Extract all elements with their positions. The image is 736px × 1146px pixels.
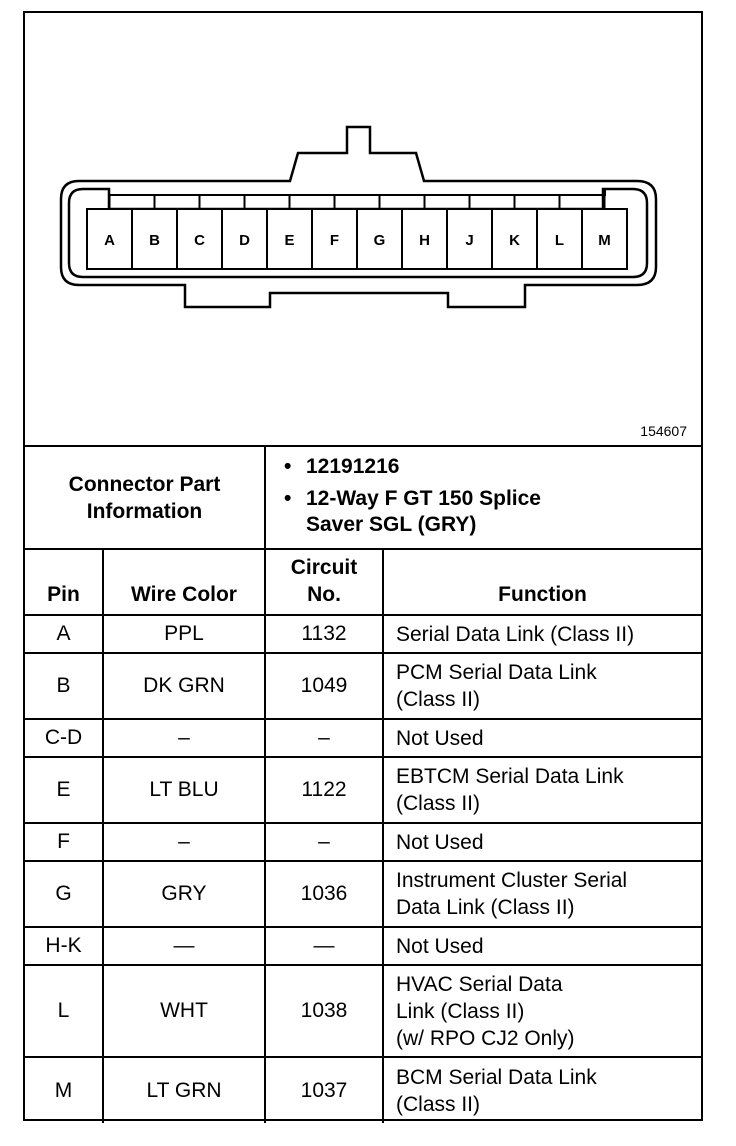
connector-sheet bbox=[23, 11, 703, 1121]
wire-color-cell: – bbox=[103, 719, 265, 757]
pin-cell: B bbox=[25, 653, 103, 719]
circuit-cell: 1049 bbox=[265, 653, 383, 719]
function-line: (Class II) bbox=[396, 1092, 480, 1116]
col-header-pin: Pin bbox=[25, 549, 103, 615]
circuit-cell: 1132 bbox=[265, 615, 383, 653]
function-line: Not Used bbox=[396, 934, 484, 958]
table-row bbox=[25, 653, 701, 719]
circuit-cell: 1038 bbox=[265, 965, 383, 1057]
part-info-label-line1: Connector Part bbox=[68, 472, 221, 496]
pin-label-f: F bbox=[329, 232, 340, 249]
circuit-cell: 1036 bbox=[265, 861, 383, 927]
part-info-details bbox=[265, 446, 701, 549]
col-header-wire-color: Wire Color bbox=[103, 549, 265, 615]
connector-tab-ticks bbox=[110, 195, 605, 209]
circuit-cell: – bbox=[265, 823, 383, 861]
pin-label-d: D bbox=[239, 232, 250, 249]
function-line: (Class II) bbox=[396, 688, 480, 711]
wire-color-cell: DK GRN bbox=[103, 653, 265, 719]
connector-pins bbox=[87, 209, 627, 269]
wire-color-cell: LT GRN bbox=[103, 1057, 265, 1123]
function-cell bbox=[383, 757, 701, 823]
part-description-line2: Saver SGL (GRY) bbox=[306, 513, 477, 536]
function-line: (Class II) bbox=[396, 792, 480, 815]
wire-color-cell: LT BLU bbox=[103, 757, 265, 823]
col-header-circuit bbox=[265, 549, 383, 615]
wire-color-cell: – bbox=[103, 823, 265, 861]
pin-cell: A bbox=[25, 615, 103, 653]
circuit-cell: 1122 bbox=[265, 757, 383, 823]
function-line: Data Link (Class II) bbox=[396, 896, 575, 919]
part-info-row bbox=[25, 446, 701, 549]
table-row bbox=[25, 719, 701, 757]
pinout-table bbox=[25, 445, 701, 1123]
column-header-row bbox=[25, 549, 701, 615]
pin-cell: M bbox=[25, 1057, 103, 1123]
col-header-function: Function bbox=[383, 549, 701, 615]
function-cell bbox=[383, 861, 701, 927]
pin-label-c: C bbox=[194, 232, 205, 249]
pin-label-g: G bbox=[373, 232, 386, 249]
pin-label-h: H bbox=[419, 232, 430, 249]
function-line: Serial Data Link (Class II) bbox=[396, 622, 635, 646]
function-cell bbox=[383, 927, 701, 965]
figure-id: 154607 bbox=[640, 423, 687, 439]
function-line: PCM Serial Data Link bbox=[396, 661, 597, 684]
wire-color-cell: — bbox=[103, 927, 265, 965]
function-cell bbox=[383, 1057, 701, 1123]
pin-cell: C-D bbox=[25, 719, 103, 757]
pin-label-m: M bbox=[598, 232, 611, 249]
connector-diagram bbox=[25, 13, 701, 445]
part-number: • 12191216 bbox=[306, 454, 701, 480]
col-header-circuit-line1: Circuit bbox=[290, 556, 358, 579]
pin-label-a: A bbox=[104, 232, 115, 249]
circuit-cell: — bbox=[265, 927, 383, 965]
function-cell bbox=[383, 823, 701, 861]
function-line: HVAC Serial Data bbox=[396, 972, 563, 996]
table-row bbox=[25, 1057, 701, 1123]
function-line: BCM Serial Data Link bbox=[396, 1065, 597, 1089]
pin-cell: L bbox=[25, 965, 103, 1057]
table-row bbox=[25, 861, 701, 927]
table-row bbox=[25, 823, 701, 861]
pin-cell: H-K bbox=[25, 927, 103, 965]
table-row bbox=[25, 757, 701, 823]
circuit-cell: – bbox=[265, 719, 383, 757]
pin-cell: G bbox=[25, 861, 103, 927]
table-row bbox=[25, 965, 701, 1057]
function-line: Link (Class II) bbox=[396, 999, 525, 1023]
function-line: EBTCM Serial Data Link bbox=[396, 765, 624, 788]
function-line: (w/ RPO CJ2 Only) bbox=[396, 1026, 575, 1050]
pin-label-e: E bbox=[284, 232, 295, 249]
col-header-circuit-line2: No. bbox=[307, 583, 341, 606]
wire-color-cell: PPL bbox=[103, 615, 265, 653]
part-info-label bbox=[25, 446, 265, 549]
table-row bbox=[25, 615, 701, 653]
pin-label-k: K bbox=[509, 232, 520, 249]
wire-color-cell: WHT bbox=[103, 965, 265, 1057]
function-cell bbox=[383, 965, 701, 1057]
function-cell bbox=[383, 615, 701, 653]
pin-cell: E bbox=[25, 757, 103, 823]
circuit-cell: 1037 bbox=[265, 1057, 383, 1123]
function-line: Not Used bbox=[396, 726, 484, 750]
function-line: Not Used bbox=[396, 830, 484, 854]
function-line: Instrument Cluster Serial bbox=[396, 869, 628, 892]
table-row bbox=[25, 927, 701, 965]
pin-label-j: J bbox=[465, 232, 474, 249]
pin-cell: F bbox=[25, 823, 103, 861]
pin-label-l: L bbox=[554, 232, 565, 249]
connector-tab-row bbox=[109, 189, 605, 195]
pin-label-b: B bbox=[149, 232, 160, 249]
part-description bbox=[306, 486, 701, 538]
wire-color-cell: GRY bbox=[103, 861, 265, 927]
part-info-label-line2: Information bbox=[86, 499, 203, 523]
function-cell bbox=[383, 719, 701, 757]
part-description-line1: • 12-Way F GT 150 Splice bbox=[306, 487, 541, 510]
pin-rows bbox=[25, 615, 701, 1123]
function-cell bbox=[383, 653, 701, 719]
